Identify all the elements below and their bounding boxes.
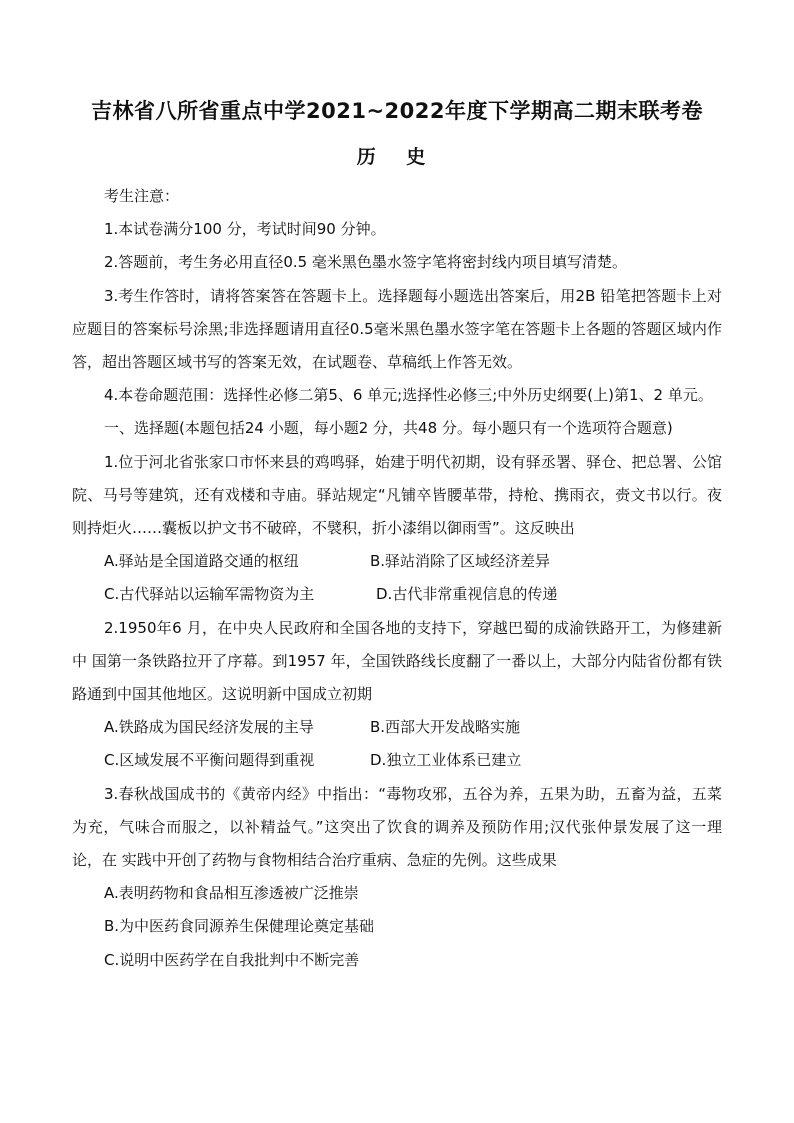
question-2-options-row-1	[72, 711, 722, 744]
question-1-option-b: B.驿站消除了区域经济差异	[370, 552, 551, 571]
question-2-option-d: D.独立工业体系已建立	[370, 751, 522, 770]
question-2-options-row-2	[72, 744, 722, 777]
question-1-option-a: A.驿站是全国道路交通的枢纽	[104, 552, 299, 571]
subject-title: 历 史	[356, 146, 438, 168]
question-3-stem: 3.春秋战国成书的《黄帝内经》中指出：“毒物攻邪，五谷为养，五果为助，五畜为益，五菜为充，气味合而服之，以补精益气。”这突出了饮食的调养及预防作用;汉代张仲景发展了这一理论，在 实践中开创了药物与食物相结合治疗重病、急症的先例。这些成果	[72, 784, 722, 870]
notice-item-2: 2.答题前，考生务必用直径0.5 毫米黑色墨水签字笔将密封线内项目填写清楚。	[104, 253, 627, 272]
notice-item-4: 4.本卷命题范围：选择性必修二第5、6 单元;选择性必修三;中外历史纲要(上)第1、2 单元。	[104, 386, 713, 405]
question-2-option-b: B.西部大开发战略实施	[370, 718, 521, 737]
notice-item-3: 3.考生作答时，请将答案答在答题卡上。选择题每小题选出答案后，用2B 铅笔把答题卡上对 应题目的答案标号涂黑;非选择题请用直径0.5毫米黑色墨水签字笔在答题卡上各题的答题区域内作答，超出答题区域书写的答案无效，在试题卷、草稿纸上作答无效。	[72, 286, 722, 372]
question-2-option-a: A.铁路成为国民经济发展的主导	[104, 718, 314, 737]
exam-body	[72, 180, 722, 977]
question-1-option-c: C.古代驿站以运输军需物资为主	[104, 585, 315, 604]
exam-title: 吉林省八所省重点中学2021~2022年度下学期高二期末联考卷	[91, 99, 703, 123]
question-3-option-a: A.表明药物和食品相互渗透被广泛推崇	[104, 884, 359, 903]
question-1-option-d: D.古代非常重视信息的传递	[376, 585, 558, 604]
question-2-option-c: C.区域发展不平衡问题得到重视	[104, 751, 315, 770]
question-1-options-row-2	[72, 578, 722, 611]
question-1-stem: 1.位于河北省张家口市怀来县的鸡鸣驿，始建于明代初期，设有驿丞署、驿仓、把总署、公馆院、马号等建筑，还有戏楼和寺庙。驿站规定“凡铺卒皆腰革带，持枪、携雨衣，赍文书以行。夜则持炬火……囊板以护文书不破碎，不襞积，折小漆绢以御雨雪”。这反映出	[72, 452, 722, 538]
notice-heading: 考生注意：	[104, 187, 180, 205]
question-2-stem: 2.1950年6 月，在中央人民政府和全国各地的支持下，穿越巴蜀的成渝铁路开工，为修建新中 国第一条铁路拉开了序幕。到1957 年，全国铁路线长度翻了一番以上，大部分内陆省份都有铁路通到中国其他地区。这说明新中国成立初期	[72, 618, 722, 704]
question-1-options-row-1	[72, 545, 722, 578]
section-heading: 一、选择题(本题包括24 小题，每小题2 分，共48 分。每小题只有一个选项符合题意)	[104, 419, 673, 438]
question-3-option-b: B.为中医药食同源养生保健理论奠定基础	[104, 917, 375, 936]
question-3-option-c: C.说明中医药学在自我批判中不断完善	[104, 950, 360, 969]
notice-item-1: 1.本试卷满分100 分，考试时间90 分钟。	[104, 220, 386, 239]
